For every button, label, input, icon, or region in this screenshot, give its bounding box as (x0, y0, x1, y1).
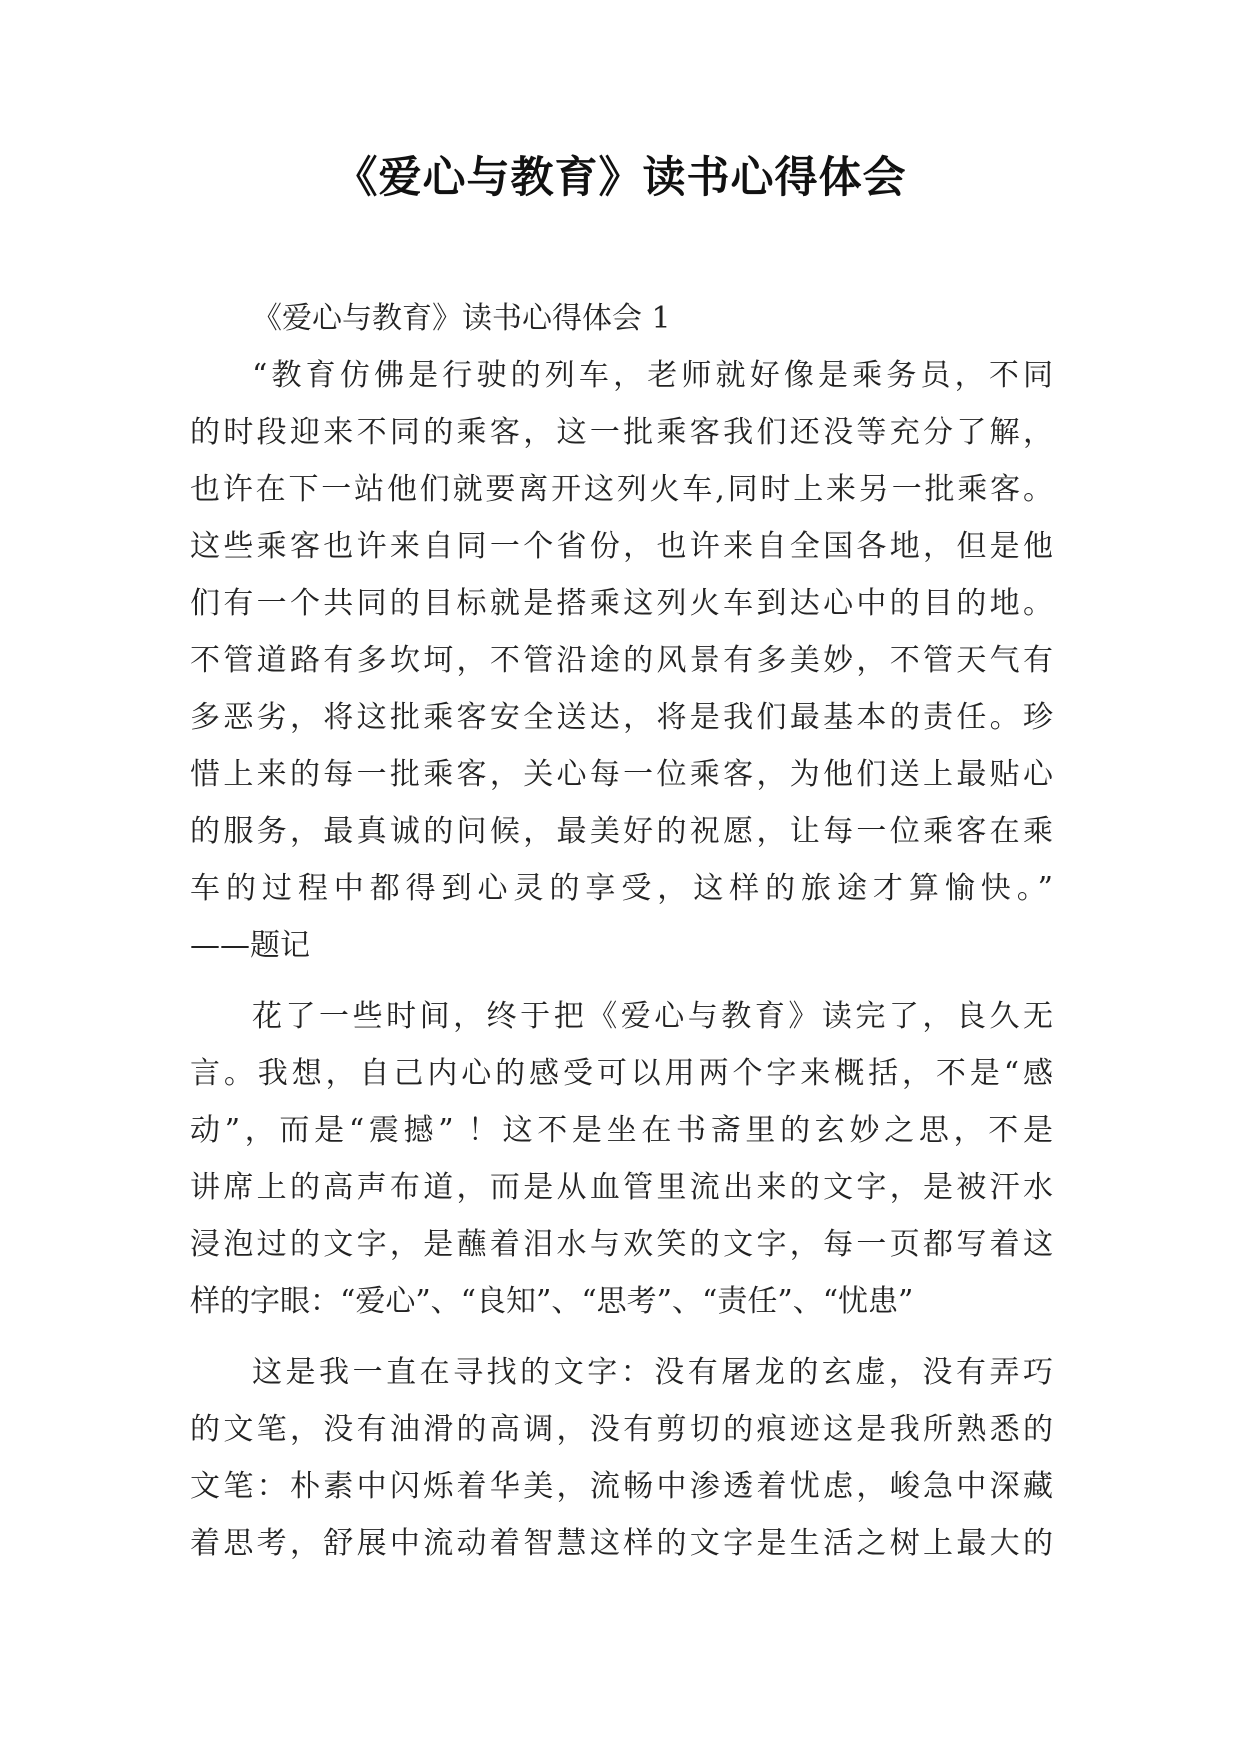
text-line: 车的过程中都得到心灵的享受，这样的旅途才算愉快。” (190, 871, 1053, 906)
text-line: 动”，而是“震撼” ！这不是坐在书斋里的玄妙之思，不是 (190, 1113, 1053, 1148)
text-line: 惜上来的每一批乘客，关心每一位乘客，为他们送上最贴心 (190, 757, 1053, 792)
text-line: 们有一个共同的目标就是搭乘这列火车到达心中的目的地。 (190, 586, 1053, 621)
paragraph (190, 988, 1053, 1330)
text-line: 花了一些时间，终于把《爱心与教育》读完了，良久无 (252, 999, 1053, 1034)
text-line: 样的字眼：“爱心”、“良知”、“思考”、“责任”、“忧患” (190, 1284, 914, 1319)
document-title: 《爱心与教育》读书心得体会 (334, 153, 907, 203)
text-line: 着思考，舒展中流动着智慧这样的文字是生活之树上最大的 (190, 1526, 1053, 1561)
text-line: 文笔：朴素中闪烁着华美，流畅中渗透着忧虑，峻急中深藏 (190, 1469, 1053, 1504)
text-line: 不管道路有多坎坷，不管沿途的风景有多美妙，不管天气有 (190, 643, 1053, 678)
document-body (190, 290, 1053, 1572)
text-line: 也许在下一站他们就要离开这列火车,同时上来另一批乘客。 (190, 472, 1053, 507)
text-line: 的时段迎来不同的乘客，这一批乘客我们还没等充分了解， (190, 415, 1053, 450)
text-line: 这些乘客也许来自同一个省份，也许来自全国各地，但是他 (190, 529, 1053, 564)
section-heading: 《爱心与教育》读书心得体会 1 (252, 301, 671, 336)
text-line: 这是我一直在寻找的文字：没有屠龙的玄虚，没有弄巧 (252, 1355, 1053, 1390)
text-line: 讲席上的高声布道，而是从血管里流出来的文字，是被汗水 (190, 1170, 1053, 1205)
text-line: 言。我想，自己内心的感受可以用两个字来概括，不是“感 (190, 1056, 1053, 1091)
paragraph (190, 1344, 1053, 1572)
paragraph-epigraph (190, 347, 1053, 974)
text-line: 多恶劣，将这批乘客安全送达，将是我们最基本的责任。珍 (190, 700, 1053, 735)
text-line: “教育仿佛是行驶的列车，老师就好像是乘务员，不同 (252, 358, 1053, 393)
text-line: 的服务，最真诚的问候，最美好的祝愿，让每一位乘客在乘 (190, 814, 1053, 849)
text-line: 的文笔，没有油滑的高调，没有剪切的痕迹这是我所熟悉的 (190, 1412, 1053, 1447)
epigraph-attribution: ——题记 (190, 928, 310, 963)
text-line: 浸泡过的文字，是蘸着泪水与欢笑的文字，每一页都写着这 (190, 1227, 1053, 1262)
